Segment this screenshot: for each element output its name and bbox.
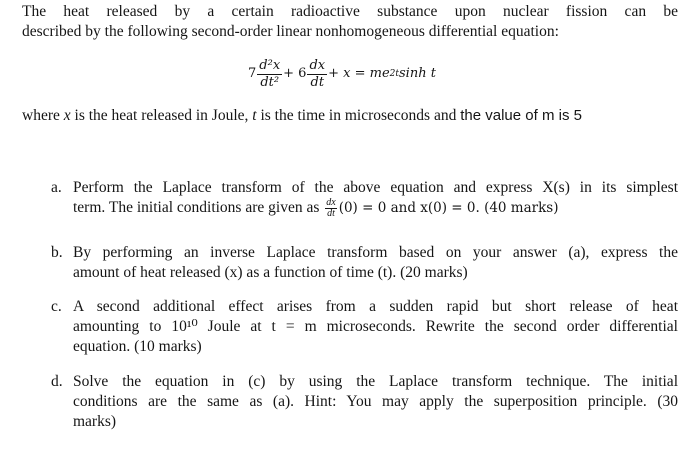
question-letter: c. [51, 298, 62, 315]
question-line: amount of heat released (x) as a function of time (t). (20 marks) [73, 264, 468, 281]
definition-text: the value of m is 5 [460, 107, 582, 124]
fraction-numerator: dx [326, 197, 336, 208]
second-derivative-fraction [257, 58, 282, 91]
question-line: Perform the Laplace transform of the above equation and express X(s) in its simplest [73, 179, 678, 196]
question-line: conditions are the same as (a). Hint: You may apply the superposition principle. (30 [73, 393, 678, 410]
fraction-numerator: dx [309, 57, 326, 73]
fraction-denominator: dt [310, 74, 325, 90]
equation-exponent: 2t [389, 69, 399, 79]
derivative-fraction [325, 198, 336, 219]
question-letter: a. [51, 179, 62, 196]
question-text: term. The initial conditions are given as [73, 199, 324, 217]
definition-text: is the heat released in Joule, [70, 107, 253, 124]
question-line: A second additional effect arises from a sudden rapid but short release of heat [73, 298, 678, 315]
equation-coefficient: 7 [248, 66, 257, 81]
differential-equation [248, 54, 436, 94]
intro-paragraph [22, 2, 678, 42]
question-a [51, 178, 678, 219]
question-c [51, 297, 678, 357]
question-d [51, 372, 678, 432]
question-letter: d. [51, 373, 63, 390]
variable-definition [22, 106, 582, 126]
intro-line: described by the following second-order linear nonhomogeneous differential equation: [22, 23, 559, 40]
fraction-denominator: dt [327, 208, 335, 219]
definition-text: where [22, 107, 64, 124]
question-line: Solve the equation in (c) by using the Laplace transform technique. The initial [73, 373, 678, 390]
question-line: By performing an inverse Laplace transform based on your answer (a), express the [73, 244, 678, 261]
intro-line: The heat released by a certain radioactive substance upon nuclear fission can be [22, 3, 678, 20]
question-letter: b. [51, 244, 63, 261]
fraction-numerator: d²x [259, 57, 281, 73]
question-b [51, 243, 678, 283]
question-text: (0) = 0 and x(0) = 0. (40 marks) [338, 200, 559, 217]
fraction-denominator: dt² [260, 74, 280, 90]
equation-term: sinh t [399, 66, 436, 81]
equation-term: + 6 [283, 66, 307, 81]
first-derivative-fraction [307, 58, 327, 91]
question-line: marks) [73, 413, 117, 430]
definition-variable: x [63, 107, 71, 124]
equation-term: + x = me [328, 66, 390, 81]
question-line: equation. (10 marks) [73, 338, 202, 355]
question-line [73, 198, 678, 219]
definition-text: is the time in microseconds and [256, 107, 461, 124]
question-line: amounting to 10¹⁰ Joule at t = m microseconds. Rewrite the second order differential [73, 318, 678, 335]
definition-variable: t [252, 107, 257, 124]
